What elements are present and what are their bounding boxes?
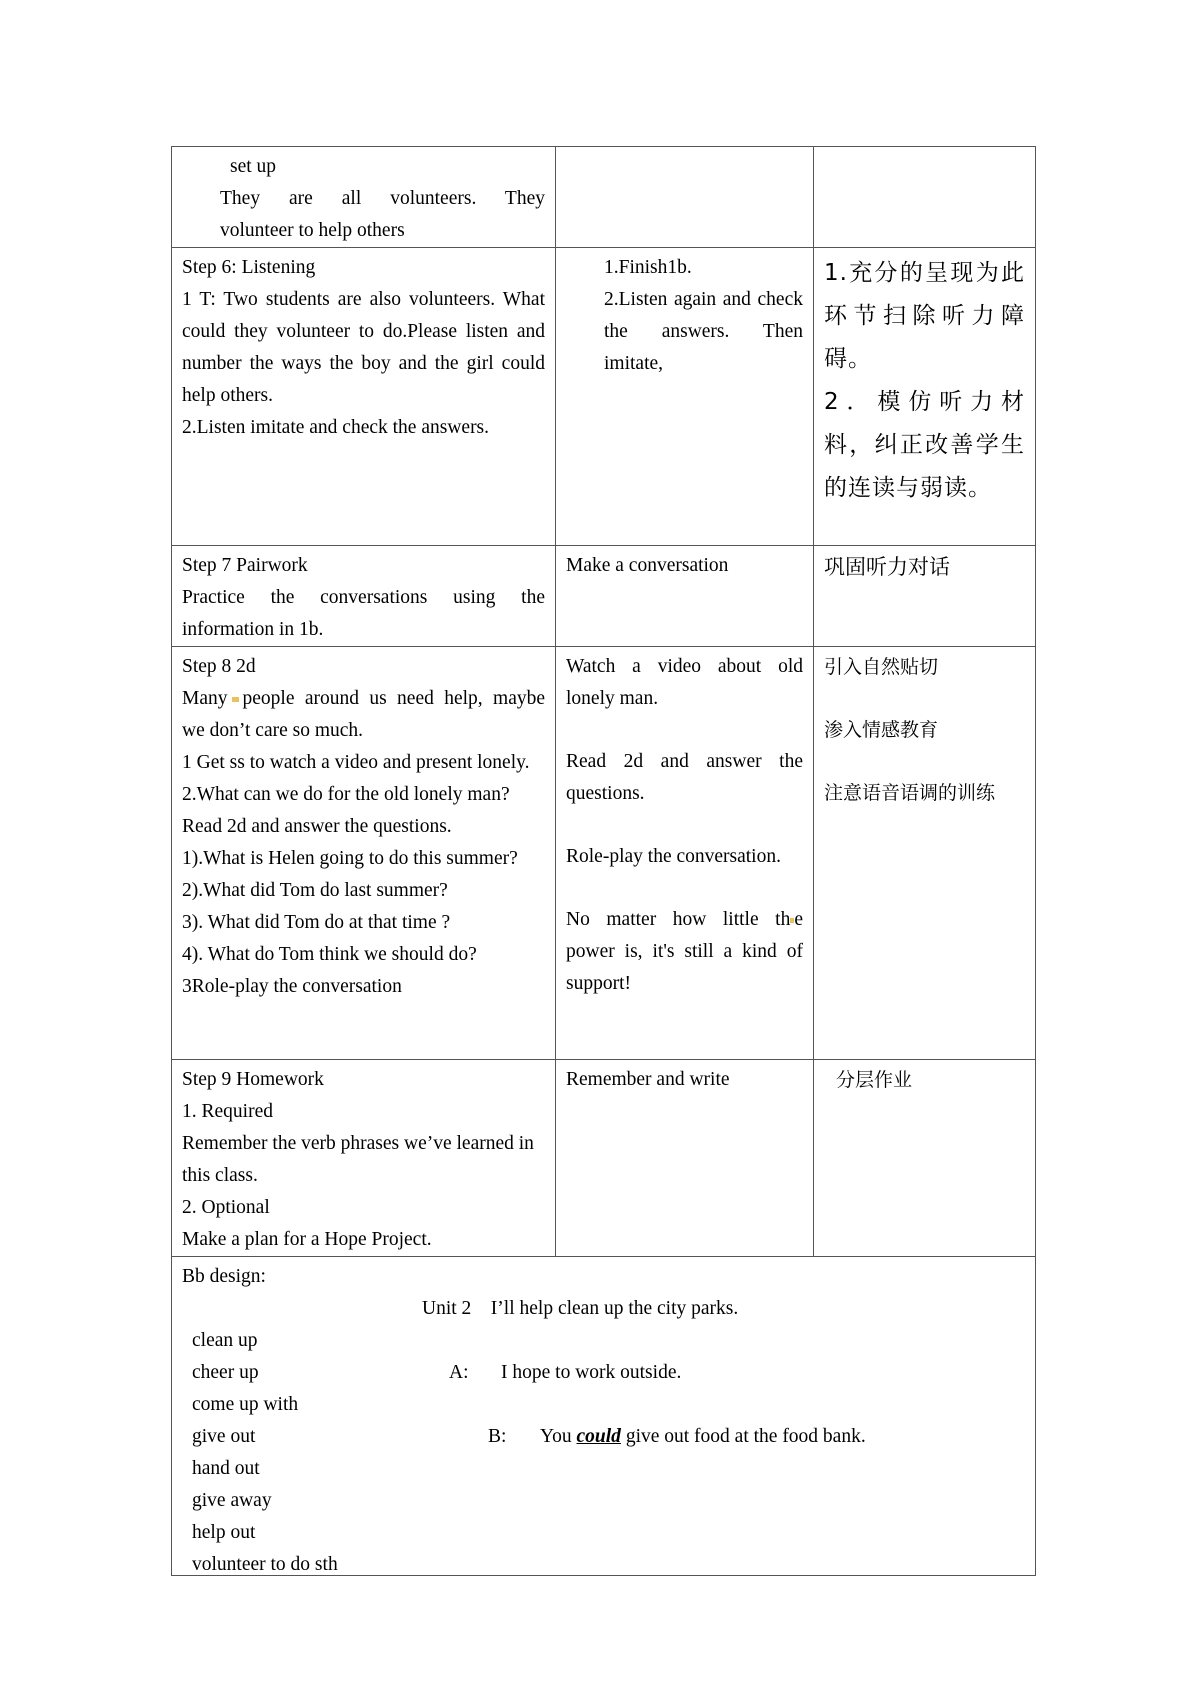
text-line: 3). What did Tom do at that time ? (182, 912, 451, 933)
bb-title: Bb design: (182, 1266, 266, 1287)
row-step8 (172, 647, 1036, 1060)
emphasis-word: could (576, 1426, 621, 1447)
text-frag: e power is, it's still a kind of support! (566, 909, 803, 994)
cn-text: 2．模仿听力材料，纠正改善学生的连读与弱读。 (824, 389, 1025, 501)
cn-text: 注意语音语调的训练 (824, 782, 996, 804)
student-cell (556, 147, 814, 248)
dialogue-line-b (449, 1389, 866, 1485)
text-line: 1. Required (182, 1101, 273, 1122)
dialogue-text: give out food at the food bank. (620, 1426, 866, 1447)
dialogue-text: You (540, 1426, 577, 1447)
text-line: Read 2d and answer the questions. (182, 816, 452, 837)
text-frag: No matter how little th (566, 909, 791, 930)
purpose-cell (814, 546, 1036, 647)
text-line: volunteer to help others (220, 220, 405, 241)
text-line: Make a plan for a Hope Project. (182, 1229, 432, 1250)
text-line: 4). What do Tom think we should do? (182, 944, 477, 965)
purpose-cell (814, 1060, 1036, 1257)
step-heading: Step 7 Pairwork (182, 555, 308, 576)
row-step7 (172, 546, 1036, 647)
dialogue-text: I hope to work outside. (501, 1362, 682, 1383)
text-block: Read 2d and answer the questions. (566, 751, 803, 804)
verb-phrase: clean up (192, 1330, 258, 1351)
text-block: 1 Get ss to watch a video and present lonely. (182, 752, 530, 773)
text-block: Watch a video about old lonely man. (566, 656, 803, 709)
lesson-plan-table (171, 146, 1036, 1576)
activity-cell (172, 647, 556, 1060)
step-heading: Step 9 Homework (182, 1069, 324, 1090)
text-block: 1).What is Helen going to do this summer? (182, 848, 518, 869)
text-block (566, 904, 803, 1000)
step-heading: Step 8 2d (182, 656, 256, 677)
text-line: 3Role-play the conversation (182, 976, 402, 997)
verb-phrase-list (192, 1325, 338, 1581)
text-block (182, 683, 545, 747)
speaker-label: B: (488, 1426, 507, 1447)
cn-text: 分层作业 (836, 1069, 913, 1091)
activity-cell (172, 248, 556, 546)
text-line: 1.Finish1b. (604, 257, 692, 278)
cn-text: 1.充分的呈现为此环节扫除听力障碍。 (824, 260, 1025, 372)
cn-text: 巩固听力对话 (824, 555, 950, 579)
board-design-cell (172, 1257, 1036, 1576)
row-step9 (172, 1060, 1036, 1257)
purpose-cell (814, 147, 1036, 248)
purpose-cell (814, 248, 1036, 546)
cn-text: 引入自然贴切 (824, 656, 939, 678)
row-step6 (172, 248, 1036, 546)
text-block: Remember the verb phrases we’ve learned in this class. (182, 1133, 534, 1186)
verb-phrase: hand out (192, 1458, 260, 1479)
verb-phrase: cheer up (192, 1362, 259, 1383)
speaker-label: A: (449, 1362, 469, 1383)
verb-phrase: help out (192, 1522, 256, 1543)
text-line: set up (230, 156, 277, 177)
student-cell (556, 248, 814, 546)
row-continued (172, 147, 1036, 248)
step-heading: Step 6: Listening (182, 257, 316, 278)
text-line: Make a conversation (566, 555, 729, 576)
text-line: 2.What can we do for the old lonely man? (182, 784, 510, 805)
text-line: 2).What did Tom do last summer? (182, 880, 448, 901)
text-frag: people around us need help, maybe we don’t care so much. (182, 688, 545, 741)
student-cell (556, 1060, 814, 1257)
text-block: 2.Listen again and check the answers. Then imitate, (604, 289, 803, 374)
cn-text: 渗入情感教育 (824, 719, 939, 741)
text-block: Practice the conversations using the information in 1b. (182, 587, 545, 640)
purpose-cell (814, 647, 1036, 1060)
bb-unit-title: Unit 2 I’ll help clean up the city parks. (422, 1298, 739, 1319)
dialogue-line-a (449, 1357, 681, 1389)
verb-phrase: come up with (192, 1394, 299, 1415)
verb-phrase: give away (192, 1490, 272, 1511)
text-line: 2. Optional (182, 1197, 270, 1218)
activity-cell (172, 147, 556, 248)
text-frag: Many (182, 688, 228, 709)
text-line: Role-play the conversation. (566, 846, 781, 867)
text-line: Remember and write (566, 1069, 730, 1090)
verb-phrase: give out (192, 1426, 256, 1447)
text-block: 1 T: Two students are also volunteers. What could they volunteer to do.Please listen and number the ways the boy and the girl could help others. (182, 289, 545, 406)
highlight-mark (232, 697, 239, 702)
student-cell (556, 647, 814, 1060)
activity-cell (172, 546, 556, 647)
verb-phrase: volunteer to do sth (192, 1554, 338, 1575)
text-line: They are all volunteers. They (220, 188, 545, 209)
activity-cell (172, 1060, 556, 1257)
student-cell (556, 546, 814, 647)
text-line: 2.Listen imitate and check the answers. (182, 417, 490, 438)
row-bb-design (172, 1257, 1036, 1576)
